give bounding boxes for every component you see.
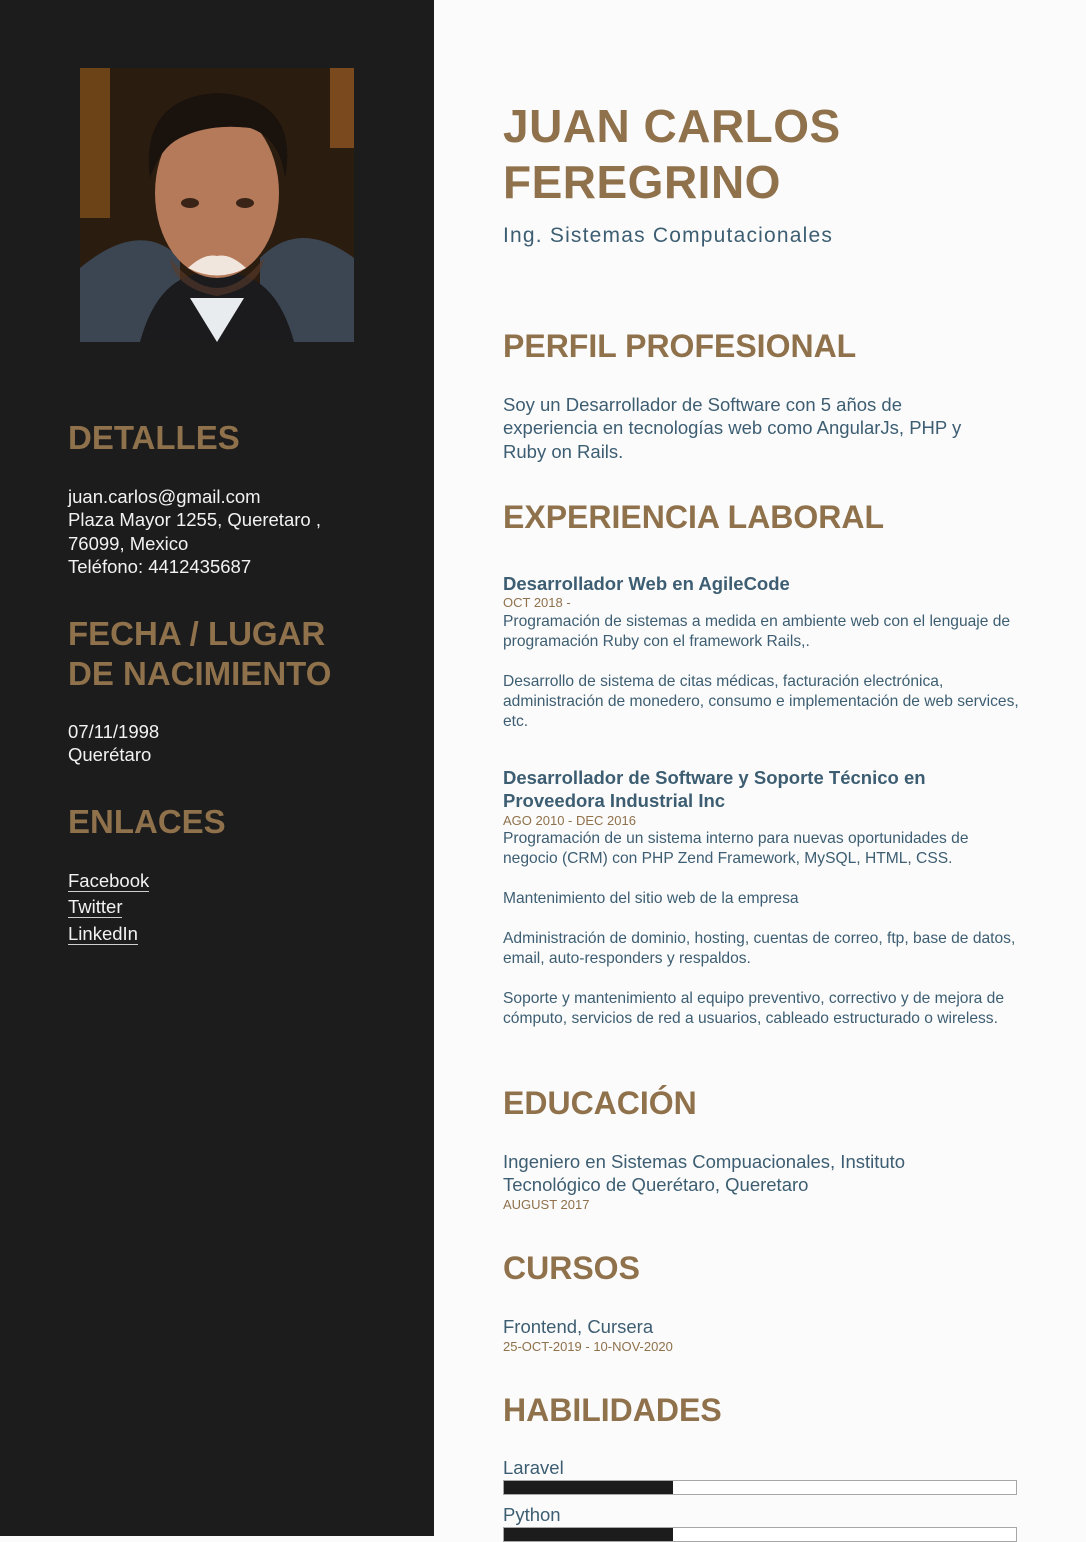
job-title-line2: Proveedora Industrial Inc: [503, 790, 726, 811]
skill-label: Python: [503, 1504, 561, 1525]
details-block: [68, 485, 321, 579]
birth-heading-line2: DE NACIMIENTO: [68, 655, 332, 692]
job-description: [503, 612, 1023, 752]
education-entry: [503, 1150, 1013, 1197]
skill-bar: [503, 1527, 1017, 1542]
twitter-link[interactable]: Twitter: [68, 896, 123, 918]
profile-heading: PERFIL PROFESIONAL: [503, 328, 857, 364]
job-paragraph: Programación de sistemas a medida en ambiente web con el lenguaje de programación Ruby con el framework Rails,.: [503, 613, 1011, 650]
person-photo-icon: [80, 68, 354, 342]
birth-block: [68, 720, 159, 767]
course-date: 25-OCT-2019 - 10-NOV-2020: [503, 1339, 673, 1354]
skill-bar-fill: [504, 1528, 673, 1541]
profile-line: Soy un Desarrollador de Software con 5 años de: [503, 394, 903, 415]
birth-heading-line1: FECHA / LUGAR: [68, 615, 326, 652]
job-date: OCT 2018 -: [503, 595, 571, 610]
skill-bar-fill: [504, 1481, 673, 1494]
job-paragraph: Desarrollo de sistema de citas médicas, facturación electrónica, administración de monedero, consumo e implementación de web services, etc.: [503, 673, 1019, 730]
name-line1: JUAN CARLOS: [503, 100, 841, 152]
address-line1: Plaza Mayor 1255, Queretaro ,: [68, 509, 321, 531]
phone-text: Teléfono: 4412435687: [68, 556, 252, 578]
job-date: AGO 2010 - DEC 2016: [503, 813, 636, 828]
links-heading: ENLACES: [68, 803, 226, 840]
education-heading: EDUCACIÓN: [503, 1085, 697, 1121]
education-date: AUGUST 2017: [503, 1197, 590, 1212]
candidate-subtitle: Ing. Sistemas Computacionales: [503, 224, 834, 247]
sidebar: [0, 0, 434, 1536]
profile-line: experiencia en tecnologías web como AngularJs, PHP y: [503, 417, 962, 439]
links-list: [68, 869, 149, 948]
name-line2: FEREGRINO: [503, 156, 781, 208]
address-line2: 76099, Mexico: [68, 532, 189, 554]
job-paragraph: Mantenimiento del sitio web de la empresa: [503, 890, 799, 907]
course-name: Frontend, Cursera: [503, 1316, 654, 1337]
profile-text: [503, 393, 1013, 463]
email-text: juan.carlos@gmail.com: [68, 486, 261, 507]
education-line2: Tecnológico de Querétaro, Queretaro: [503, 1174, 809, 1196]
linkedin-link[interactable]: LinkedIn: [68, 922, 138, 944]
skill-bar: [503, 1480, 1017, 1495]
job-description: [503, 829, 1023, 1049]
education-line1: Ingeniero en Sistemas Compuacionales, Instituto: [503, 1151, 906, 1172]
job-title-line1: Desarrollador de Software y Soporte Técnico en: [503, 767, 926, 788]
skills-heading: HABILIDADES: [503, 1392, 722, 1428]
birth-date: 07/11/1998: [68, 721, 160, 742]
job-paragraph: Administración de dominio, hosting, cuentas de correo, ftp, base de datos, email, auto-responders y respaldos.: [503, 930, 1016, 967]
profile-photo: [80, 68, 354, 342]
profile-line: Ruby on Rails.: [503, 440, 624, 462]
birth-place: Querétaro: [68, 744, 152, 766]
job-title: Desarrollador Web en AgileCode: [503, 573, 790, 594]
skill-label: Laravel: [503, 1457, 564, 1478]
facebook-link[interactable]: Facebook: [68, 870, 150, 891]
job-paragraph: Programación de un sistema interno para nuevas oportunidades de negocio (CRM) con PHP Zend Framework, MySQL, HTML, CSS.: [503, 830, 969, 867]
courses-heading: CURSOS: [503, 1250, 640, 1286]
candidate-name: [503, 98, 841, 210]
experience-heading: EXPERIENCIA LABORAL: [503, 499, 885, 535]
job-title: [503, 766, 1023, 812]
details-heading: DETALLES: [68, 419, 240, 456]
job-paragraph: Soporte y mantenimiento al equipo preventivo, correctivo y de mejora de cómputo, servicios de red a usuarios, cableado estructurado o wireless.: [503, 990, 1005, 1027]
birth-heading: [68, 614, 331, 694]
